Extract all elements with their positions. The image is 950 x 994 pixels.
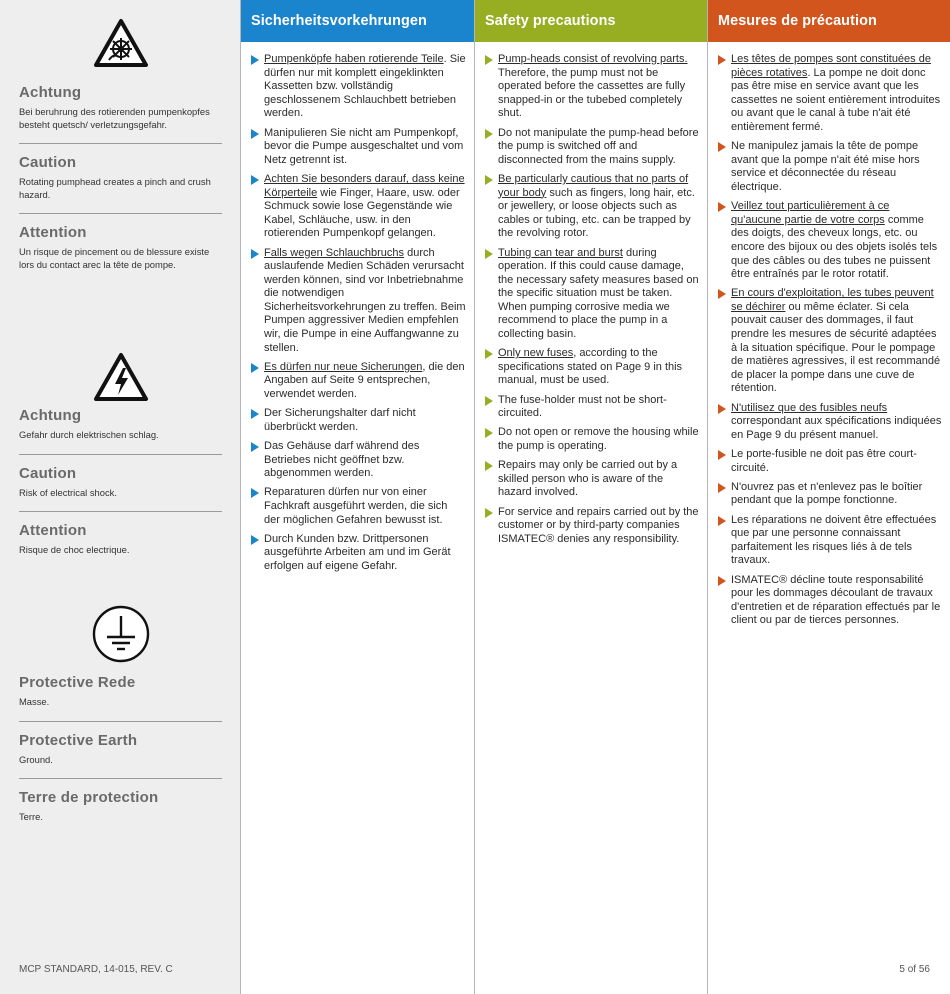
bullet-triangle-icon — [485, 249, 493, 259]
warning-item — [19, 732, 222, 780]
warning-text: Gefahr durch elektrischen schlag. — [19, 429, 159, 440]
warning-title: Terre de protection — [19, 789, 159, 806]
warning-item — [19, 522, 222, 569]
list-item — [485, 173, 699, 241]
list-item — [485, 459, 699, 500]
item-text: Do not manipulate the pump-head before the pump is switched off and disconnected from the mains supply. — [498, 126, 699, 166]
page-number: 5 of 56 — [899, 964, 930, 975]
precautions-list-german — [241, 42, 474, 574]
bullet-triangle-icon — [251, 442, 259, 452]
item-text: , die den Angaben auf Seite 9 entsprechen, verwendet werden. — [264, 360, 465, 401]
warning-item — [19, 407, 222, 455]
list-item — [251, 486, 466, 527]
list-item — [251, 173, 466, 241]
list-item — [718, 402, 942, 443]
bullet-triangle-icon — [485, 461, 493, 471]
precautions-list-english — [475, 42, 707, 546]
bullet-triangle-icon — [485, 129, 493, 139]
list-item — [251, 533, 466, 574]
column-french — [708, 0, 950, 994]
list-item — [485, 394, 699, 421]
item-text: such as fingers, long hair, etc. or jewellery, or loose objects such as cables or tubing, etc. can be trapped by the revolving rotor. — [498, 186, 695, 240]
item-text: correspondant aux spécifications indiquées en Page 9 du présent manuel. — [731, 415, 942, 441]
bullet-triangle-icon — [718, 576, 726, 586]
warning-text: Risk of electrical shock. — [19, 486, 117, 498]
item-text: N'ouvrez pas et n'enlevez pas le boîtier pendant que la pompe fonctionne. — [731, 480, 923, 507]
list-item — [251, 127, 466, 168]
rotating-pumphead-warning-icon — [0, 18, 241, 68]
emphasized-text: Be particularly cautious that no parts of your body — [498, 172, 689, 199]
list-item — [718, 200, 942, 282]
item-text: comme des doigts, des cheveux longs, etc. ou encore des bijoux ou des objets isolés tels que des câbles ou des tubes ne puissent être entraînés par le rotor rotatif. — [731, 213, 938, 281]
bullet-triangle-icon — [251, 409, 259, 419]
emphasized-text: Es dürfen nur neue Sicherungen — [264, 360, 423, 373]
bullet-triangle-icon — [718, 142, 726, 152]
warning-text: Terre. — [19, 811, 43, 822]
warning-item — [19, 465, 222, 513]
bullet-triangle-icon — [485, 55, 493, 65]
warning-title: Achtung — [19, 84, 82, 101]
bullet-triangle-icon — [485, 349, 493, 359]
warning-text: Un risque de pincement ou de blessure existe lors du contact arec la tête de pompe. — [19, 246, 210, 270]
bullet-triangle-icon — [251, 249, 259, 259]
electrical-hazard-icon — [0, 352, 241, 402]
item-text: Durch Kunden bzw. Drittpersonen ausgeführte Arbeiten am und im Gerät erfolgen auf eigene Gefahr. — [264, 532, 451, 572]
warning-text: Masse. — [19, 696, 50, 707]
item-text: Der Sicherungshalter darf nicht überbrückt werden. — [264, 407, 416, 433]
warning-title: Protective Rede — [19, 674, 136, 691]
item-text: Therefore, the pump must not be operated before the cassettes are fully snapped-in or the tubebed completely shut. — [498, 66, 686, 120]
bullet-triangle-icon — [485, 396, 493, 406]
item-text: , according to the specifications stated on Page 9 in this manual, must be used. — [498, 347, 683, 387]
item-text: Manipulieren Sie nicht am Pumpenkopf, bevor die Pumpe ausgeschaltet und vom Netz getrennt ist. — [264, 126, 464, 166]
emphasized-text: En cours d'exploitation, les tubes peuvent se déchirer — [731, 287, 934, 313]
item-text: Ne manipulez jamais la tête de pompe avant que la pompe n'ait été mise hors service et déconnectée du réseau électrique. — [731, 140, 920, 193]
bullet-triangle-icon — [718, 404, 726, 414]
list-item — [718, 140, 942, 194]
bullet-triangle-icon — [718, 202, 726, 212]
list-item — [485, 426, 699, 453]
list-item — [718, 574, 942, 628]
warning-text: Ground. — [19, 753, 53, 765]
column-english — [475, 0, 708, 994]
warning-title: Attention — [19, 224, 87, 241]
emphasized-text: Tubing can tear and burst — [498, 246, 623, 259]
list-item — [485, 347, 699, 388]
bullet-triangle-icon — [718, 450, 726, 460]
sidebar — [0, 0, 241, 994]
column-title-french: Mesures de précaution — [708, 0, 950, 42]
item-text: Do not open or remove the housing while the pump is operating. — [498, 426, 699, 452]
emphasized-text: Veillez tout particulièrement à ce qu'aucune partie de votre corps — [731, 200, 890, 226]
list-item — [718, 514, 942, 568]
warning-text: Rotating pumphead creates a pinch and crush hazard. — [19, 176, 211, 200]
list-item — [251, 407, 466, 434]
warning-group-earth — [19, 674, 222, 846]
warning-title: Caution — [19, 154, 77, 171]
bullet-triangle-icon — [485, 428, 493, 438]
item-text: . La pompe ne doit donc pas être mise en service avant que les cassettes ne soient entièrement introduites ou avant que le canal à tube n'ait été entièrement fermé. — [731, 66, 941, 133]
warning-title: Attention — [19, 522, 87, 539]
list-item — [251, 247, 466, 356]
precautions-list-french — [708, 42, 950, 628]
list-item — [251, 440, 466, 481]
emphasized-text: Achten Sie besonders darauf, dass keine Körperteile — [264, 172, 465, 199]
emphasized-text: Les têtes de pompes sont constituées de pièces rotatives — [731, 53, 931, 79]
list-item — [718, 481, 942, 508]
document-id: MCP STANDARD, 14-015, REV. C — [19, 964, 173, 975]
item-text: durch auslaufende Medien Schäden verursacht werden können, sind vor Inbetriebnahme die notwendigen Sicherheitsvorkehrungen zu treffen. Beim Pumpen aggressiver Medien empfehlen wir, die Pumpe in eine Auffangwanne zu stellen. — [264, 246, 466, 354]
item-text: For service and repairs carried out by the customer or by third-party companies ISMATEC® denies any responsibility. — [498, 505, 699, 545]
emphasized-text: Only new fuses — [498, 347, 574, 360]
warning-item — [19, 674, 222, 722]
column-title-german: Sicherheitsvorkehrungen — [241, 0, 474, 42]
bullet-triangle-icon — [718, 55, 726, 65]
item-text: Les réparations ne doivent être effectuées que par une personne connaissant parfaitement les risques liés à de tels travaux. — [731, 513, 937, 567]
list-item — [251, 361, 466, 402]
bullet-triangle-icon — [251, 488, 259, 498]
emphasized-text: N'utilisez que des fusibles neufs — [731, 401, 888, 414]
item-text: . Sie dürfen nur mit komplett eingeklinkten Kassetten bzw. vollständig geschlossenem Schlauchbett betrieben werden. — [264, 53, 466, 120]
warning-text: Risque de choc electrique. — [19, 544, 130, 555]
warning-group-electrical — [19, 407, 222, 579]
list-item — [718, 287, 942, 396]
protective-earth-icon — [0, 604, 241, 664]
warning-item — [19, 224, 222, 283]
list-item — [485, 53, 699, 121]
bullet-triangle-icon — [485, 175, 493, 185]
bullet-triangle-icon — [251, 129, 259, 139]
warning-title: Protective Earth — [19, 731, 138, 749]
bullet-triangle-icon — [251, 363, 259, 373]
emphasized-text: Falls wegen Schlauchbruchs — [264, 246, 405, 259]
bullet-triangle-icon — [718, 289, 726, 299]
warning-title: Achtung — [19, 407, 82, 424]
warning-title: Caution — [19, 464, 77, 482]
item-text: Repairs may only be carried out by a skilled person who is aware of the hazard involved. — [498, 459, 678, 499]
bullet-triangle-icon — [718, 483, 726, 493]
warning-item — [19, 154, 222, 214]
warning-group-rotating — [19, 84, 222, 293]
bullet-triangle-icon — [251, 55, 259, 65]
bullet-triangle-icon — [251, 175, 259, 185]
warning-item — [19, 789, 222, 836]
column-title-english: Safety precautions — [475, 0, 707, 42]
list-item — [485, 247, 699, 342]
item-text: ou même éclater. Si cela pouvait causer des dommages, il faut prendre les mesures de sécurité adaptées à la situation spécifique. Pour le pompage de matières agressives, il est recommandé de placer la pompe dans une cuve de rétention. — [731, 300, 941, 395]
item-text: ISMATEC® décline toute responsabilité pour les dommages découlant de travaux d'entretien et de réparation effectués par le client ou par de tierces personnes. — [731, 573, 941, 627]
bullet-triangle-icon — [485, 508, 493, 518]
item-text: wie Finger, Haare, usw. oder Schmuck sowie lose Gegenstände wie Kabel, Schläuche, usw. in den rotierenden Pumpenkopf gelangen. — [264, 186, 460, 240]
item-text: during operation. If this could cause damage, the necessary safety measures based on the specific situation must be taken. When pumping corrosive media we recommend to place the pump in a collecting basin. — [498, 246, 699, 341]
item-text: Le porte-fusible ne doit pas être court-circuité. — [731, 448, 917, 474]
emphasized-text: Pump-heads consist of revolving parts. — [498, 53, 688, 65]
list-item — [251, 53, 466, 121]
bullet-triangle-icon — [718, 516, 726, 526]
list-item — [718, 448, 942, 475]
item-text: Reparaturen dürfen nur von einer Fachkraft ausgeführt werden, die sich der möglichen Gefahren bewusst ist. — [264, 486, 448, 526]
warning-text: Bei beruhrung des rotierenden pumpenkopfes besteht quetsch/ verletzungsgefahr. — [19, 106, 210, 130]
bullet-triangle-icon — [251, 535, 259, 545]
warning-item — [19, 84, 222, 144]
item-text: The fuse-holder must not be short-circuited. — [498, 393, 667, 420]
emphasized-text: Pumpenköpfe haben rotierende Teile — [264, 53, 444, 65]
list-item — [718, 53, 942, 135]
column-german — [241, 0, 475, 994]
list-item — [485, 506, 699, 547]
item-text: Das Gehäuse darf während des Betriebes nicht geöffnet bzw. abgenommen werden. — [264, 440, 420, 480]
list-item — [485, 127, 699, 168]
